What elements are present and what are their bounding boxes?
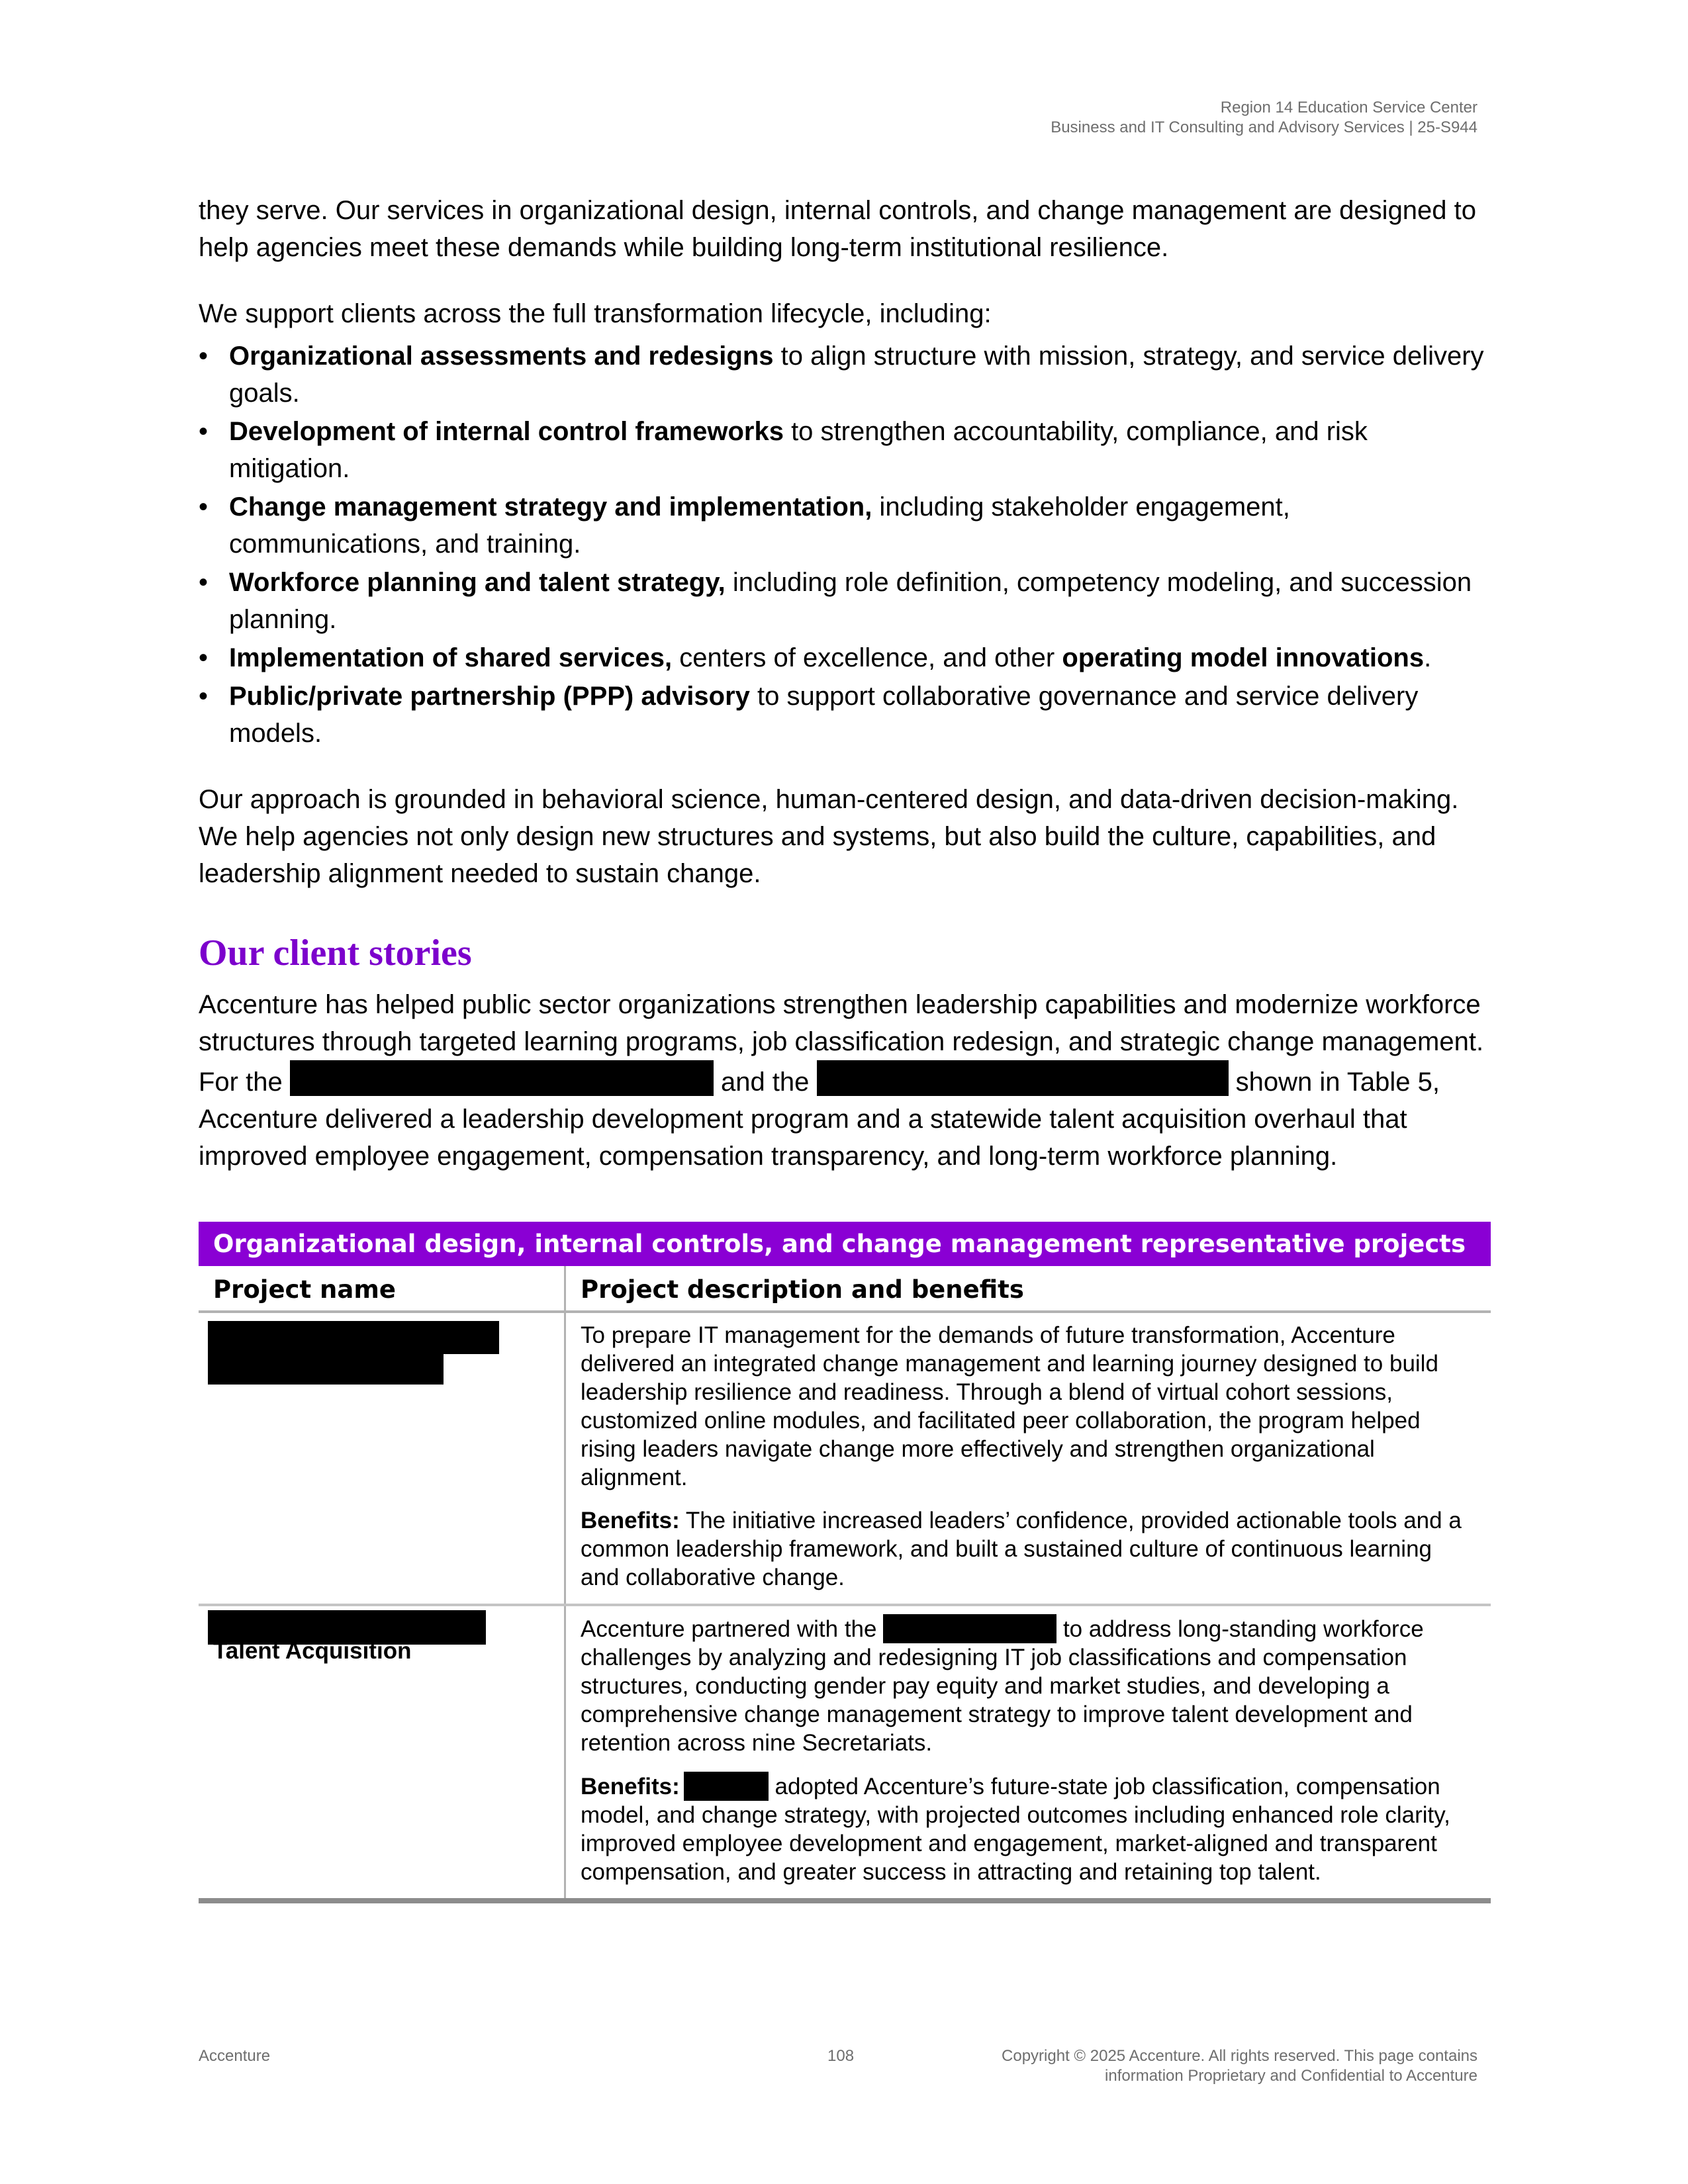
list-item xyxy=(199,564,1489,638)
benefits-label: Benefits: xyxy=(581,1508,680,1533)
approach-paragraph: Our approach is grounded in behavioral science, human-centered design, and data-driven decision-making. We help agencies not only design new structures and systems, but also build the culture, capabilities, and leadership alignment needed to sustain change. xyxy=(199,785,1459,888)
intro-paragraph: they serve. Our services in organizational design, internal controls, and change management are designed to help agencies meet these demands while building long-term institutional resilience. xyxy=(199,196,1477,262)
benefits-label: Benefits: xyxy=(581,1774,680,1799)
description-text-1: Accenture partnered with the xyxy=(581,1616,884,1642)
redaction-block xyxy=(883,1614,1056,1643)
list-item-bold: Implementation of shared services, xyxy=(229,643,673,672)
list-item-text-2: . xyxy=(1424,643,1432,672)
redaction-block xyxy=(208,1354,444,1385)
list-item-bold: Organizational assessments and redesigns xyxy=(229,341,774,371)
list-item-bold: Development of internal control frameworks xyxy=(229,417,784,446)
stories-text-2: and the xyxy=(713,1068,817,1097)
page-number: 108 xyxy=(827,2047,855,2065)
table-title: Organizational design, internal controls, and change management representative projects xyxy=(199,1222,1491,1266)
bullet-icon: • xyxy=(199,682,209,711)
project-description-cell xyxy=(565,1312,1491,1605)
table-header-row xyxy=(199,1266,1491,1312)
projects-table xyxy=(199,1222,1491,1903)
redaction-block xyxy=(684,1772,769,1801)
service-list xyxy=(199,338,1489,752)
list-item-text: to support collaborative governance and service delivery models. xyxy=(229,682,1419,748)
redaction-block xyxy=(290,1060,714,1096)
project-name-wrapper xyxy=(213,1610,549,1665)
footer-company: Accenture xyxy=(199,2047,271,2065)
project-description-cell xyxy=(565,1605,1491,1901)
project-name-cell xyxy=(199,1312,565,1605)
bullet-icon: • xyxy=(199,341,209,371)
project-name: Talent Acquisition xyxy=(213,1638,412,1664)
stories-text-3: shown in Table 5, Accenture delivered a leadership development program and a statewide talent acquisition overhaul that improved employee engagement, compensation transparency, and long-term workforce planning. xyxy=(199,1068,1440,1171)
benefits-text: adopted Accenture’s future-state job classification, compensation model, and change strategy, with projected outcomes including enhanced role clarity, improved employee development and engagement, market-aligned and transparent compensation, and greater success in attracting and retaining top talent. xyxy=(581,1774,1450,1885)
running-header xyxy=(1051,98,1477,138)
redaction-block xyxy=(817,1060,1229,1096)
list-item xyxy=(199,338,1489,412)
benefits-text: The initiative increased leaders’ confidence, provided actionable tools and a common leadership framework, and built a sustained culture of continuous learning and collaborative change. xyxy=(581,1508,1462,1590)
copyright-line-1: Copyright © 2025 Accenture. All rights reserved. This page contains xyxy=(1002,2047,1477,2065)
project-benefits xyxy=(581,1772,1476,1886)
table-title-row xyxy=(199,1222,1491,1266)
header-organization: Region 14 Education Service Center xyxy=(1220,99,1477,116)
redaction-block xyxy=(208,1321,499,1354)
bullet-icon: • xyxy=(199,417,209,446)
table-row xyxy=(199,1312,1491,1605)
list-item-text: including role definition, competency modeling, and succession planning. xyxy=(229,568,1472,634)
bullet-icon: • xyxy=(199,492,209,522)
list-item xyxy=(199,678,1489,752)
column-header-description: Project description and benefits xyxy=(565,1266,1491,1312)
stories-text-1: Accenture has helped public sector organizations strengthen leadership capabilities and modernize workforce structures through targeted learning programs, job classification redesign, and strategic change management. For the xyxy=(199,990,1484,1097)
list-item-bold: Workforce planning and talent strategy, xyxy=(229,568,726,597)
project-description xyxy=(581,1614,1476,1757)
header-project: Business and IT Consulting and Advisory Services | 25-S944 xyxy=(1051,118,1477,136)
project-description: To prepare IT management for the demands of future transformation, Accenture delivered an integrated change management and learning journey designed to build leadership resilience and readiness. Through a blend of virtual cohort sessions, customized online modules, and facilitated peer collaboration, the program helped rising leaders navigate change more effectively and strengthen organizational alignment. xyxy=(581,1322,1438,1490)
bullet-icon: • xyxy=(199,568,209,597)
lifecycle-lead: We support clients across the full transformation lifecycle, including: xyxy=(199,299,992,328)
section-title: Our client stories xyxy=(199,933,472,974)
bullet-icon: • xyxy=(199,643,209,672)
table-row xyxy=(199,1605,1491,1901)
body-content xyxy=(199,192,1489,1175)
list-item-text: centers of excellence, and other xyxy=(672,643,1062,672)
list-item-bold-2: operating model innovations xyxy=(1062,643,1425,672)
column-header-project-name: Project name xyxy=(199,1266,565,1312)
list-item-bold: Public/private partnership (PPP) advisory xyxy=(229,682,750,711)
list-item-bold: Change management strategy and implementation, xyxy=(229,492,872,522)
copyright-line-2: information Proprietary and Confidential to Accenture xyxy=(1105,2067,1477,2085)
footer-copyright xyxy=(1002,2046,1477,2086)
list-item xyxy=(199,639,1489,676)
project-benefits xyxy=(581,1506,1476,1592)
client-stories-paragraph xyxy=(199,986,1489,1175)
list-item-text: including stakeholder engagement, communications, and training. xyxy=(229,492,1290,559)
project-name-cell xyxy=(199,1605,565,1901)
list-item-text: to strengthen accountability, compliance, and risk mitigation. xyxy=(229,417,1368,483)
list-item xyxy=(199,488,1489,563)
list-item-text: to align structure with mission, strategy, and service delivery goals. xyxy=(229,341,1484,408)
list-item xyxy=(199,413,1489,487)
description-text-2: to address long-standing workforce challenges by analyzing and redesigning IT job classifications and compensation structures, conducting gender pay equity and market studies, and developing a comprehensive change management strategy to improve talent development and retention across nine Secretariats. xyxy=(581,1616,1424,1756)
